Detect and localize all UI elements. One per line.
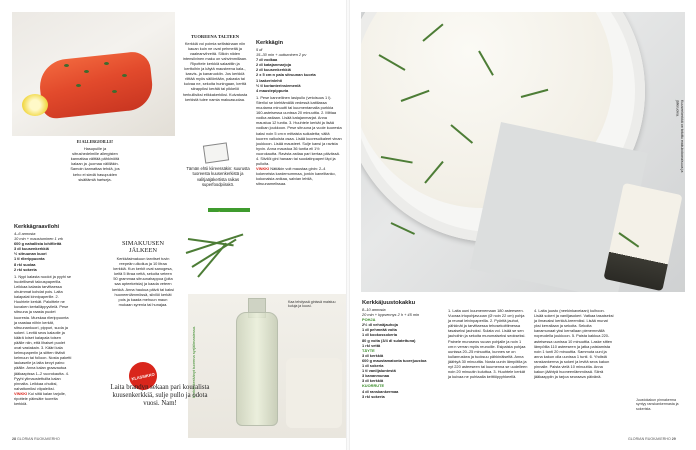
ingredient: 600 g maustamatonta tuorejuustoa <box>362 357 427 363</box>
ingredient: 7 dl vodkaa <box>256 57 278 63</box>
gravlax-tip: Kui siitä kalan tarjolle, ripottele päinsäte tuoreita kerkkiä. <box>14 390 66 407</box>
fresh-keeping-title: TUOREENA TALTEEN <box>190 34 240 39</box>
ingredient: 2 dl kuusenkerkkiä <box>256 67 291 73</box>
cheesecake-method-b: 4. Laita juusto (neekinkaveiaan) kulhoon. Lisää sokeri ja vaniljasokeri. Vatkaa tasaiseksi ja ilmavaksi kerkkä-kreemiksi. Lisää munat yksi kerrallaan ja sekoita. Sekoita kanamunaat yksi kerrallaan pienemmällä nopeudella joukkoon. 5. Paista kakkua 220-asteisessa uunissa 10 minuuttia. Laske sitten lämpötila 110 asteeseen ja jatka paistamista noin 1 tunti 20 minuuttia. Sammuta uuni ja anna kakun olla uunissa 1 tunti. 6. Yhdistä ranskankerma ja sokeri ja levitä seos kakun pinnalle. Paista vielä 10 minuuttia. Anna kakun jäähtyä huoneenlämmössä. Siirrä jääkaappiin ja tarjoa seuraava päivänä. <box>534 308 614 380</box>
gin-method: 1. Pese kanneliinen lasipullo (vetoisuus 1 l). Steriloi se kiehtämällä vedessä kattilassa muutama minuutti tai kuumentamalla purkkia 160-asteisessa uunissa 20 minuuttia. 2. Mittaa vodka astiaan. Lisää katajanmarjat. Anna maustua 12 tuntia. 3. Huuhtele kerkät ja lisää vodkan joukkoon. Pese sitruuna ja vuole kuoresta kaksi noin 5 cm:n mittaista suikaletta; vältä kuoren valkoista osaa. Lisää kuoresuikaleet vinan joukkoon. Lisää mausteet. Sulje kansi ja ravista hyvin. Anna maustua 36 tuntia eli 1½ vuorokautta. Ravista astiaa pari kertaa päivässä. 4. Siivilöi gini hanaan tai suodatinpaperi läpi ja pulloita. <box>256 94 342 167</box>
cheese-wedge-icon <box>203 142 229 163</box>
gin-title: Kerkkägin <box>256 40 284 46</box>
fresh-keeping-box <box>182 34 248 102</box>
ingredient: 3 dl kerkkiä <box>362 352 384 358</box>
ingredient: 1 tl rilerippuonta <box>14 256 45 262</box>
ingredient: 600 g nahallista lohifilettä <box>14 241 62 247</box>
ingredient: 4 maustepippuria <box>256 87 289 93</box>
lemon-slice-image <box>22 94 48 116</box>
left-folio <box>12 437 60 441</box>
ingredient: 4 dl ranskankermaa <box>362 388 399 394</box>
herb-sprinkle <box>122 74 127 77</box>
right-folio-title: GLORIAN RUOKAKERHO <box>628 437 671 441</box>
cheesecake-servings: 8–10 annosta <box>362 307 386 312</box>
ingredient: ½ tl korianterinsiemeniä <box>256 82 301 88</box>
ingredient: 1 rkl vettä <box>362 342 381 348</box>
gin-time: 15–30 min + uuttuminen 2 pv <box>256 52 307 58</box>
simakka-box <box>112 240 174 307</box>
herb-sprinkle <box>112 90 117 93</box>
ingredient: 1 dl kookossokeria <box>362 332 398 338</box>
cheese-note: Tämän ehtii kiireessäkin: suurusta tuoreesta kuusenkerkistä ja valitjaäjäkertista raikas superfoodpiirakö. <box>186 166 250 188</box>
cheesecake-photo <box>361 12 685 292</box>
filling-label: TÄYTE <box>362 347 375 353</box>
ingredient: 2 rkl sokeria <box>14 266 37 272</box>
cheese-board-image <box>286 358 342 428</box>
ingredient: 3 kananmunaa <box>362 373 390 379</box>
cheesecake-method-a: 1. Laita uuni kuumenemaan 180 asteeseen. Vuoraa irtopohjavuoan (Ø noin 22 cm) pohja ja reunat leivinpaperilla. 2. Pyöritä jauhot, pähkinät ja tarvittaessa tehosekoittimessa tasaiseksi jauhoksi. Sulata voi. Lisää se sen jauhoihin ja sekoita murumaiseksi seokseksi. Painele muruseos vuoan pohjalle ja noin 1 cm:n verran myös reunoille. Esipaista pohjaa uunissa 20–25 minuuttia, kunnes se on kullanruskea ja tuoksuu pähkinäiseltä. Anna jäähtyä 30 minuuttia. Nosta uunin lämpötila ja nyt 220 asteeseen tai kuumenna se uudelleen noin 20 minuutin kuluttua. 3. Huuhtele kerkät ja kuivaa ne puhtaalla keittiöpyyhkeellä. <box>448 308 528 380</box>
simakka-text: Kerkkäsimakuun tarvitset tuvin reepeän ulkoilua ja 10 litraa kerkkiä. Kun kerkit ovat sanogesa, keitä 5 litraa vettä, sekoita veteen 50 grammaa sitruunahappoa (joita saa apteekeista) ja kaada veteen kerkkä. Anna haukua päivä tai kaksi huoneenlämmössä, siivilöi kerkät pois ja kaada mehuun maun mukaan syrenia tai hunajaa. <box>112 256 174 307</box>
ingredient: 2½ dl vehnäjauhoja <box>362 322 398 328</box>
ingredient: 1 tl vaniljaluntestä <box>362 368 396 374</box>
simakka-title: SIMAKUUSEN JÄLKEEN <box>122 240 164 254</box>
gravlax-servings: 4–6 annosta <box>14 231 36 236</box>
cheesecake-recipe-header <box>362 300 442 399</box>
left-folio-title: GLORIAN RUOKAKERHO <box>17 437 60 441</box>
herb-sprinkle <box>104 62 109 65</box>
spruce-tip-photo <box>178 212 250 292</box>
cheesecake-title: Kerkkäjuustokakku <box>362 300 416 306</box>
classic-badge: KLASSIKKO <box>126 359 159 392</box>
allergy-title: EI ALLERGIOILLE! <box>76 140 114 144</box>
right-page-number: 29 <box>671 437 676 441</box>
salmon-fillet-image <box>37 50 154 119</box>
ingredient: 80 g voita (3/4 dl sulatettuna) <box>362 337 416 343</box>
bottle-note: Kaa tehdyssä ginissä maistuu kuluja ja kuusi. <box>288 300 336 309</box>
tip-label: VINKKI <box>256 166 270 172</box>
ingredient: ½ sitruunan kuori <box>14 251 47 257</box>
left-page-number: 28 <box>12 437 16 441</box>
herb-sprinkle <box>84 70 89 73</box>
right-folio <box>628 437 676 441</box>
ingredient: 1 dl pehmeää voita <box>362 327 397 333</box>
gin-bottle-photo <box>188 294 346 438</box>
brandy-quote: Laita brandyn sekaan pari kouralista kuusenkerkkiä, sulje pullo ja odota vuosi. Nam! <box>110 384 210 407</box>
gravlax-title: Kerkkägraavilohi <box>14 224 60 230</box>
ingredient: 3 dl kuusenkerkkiä <box>14 246 49 252</box>
ingredient: 2 dl katajanmarjoja <box>256 62 292 68</box>
bottle-vertical-caption: Kerkät keräänyt tuorena syrjäilmastessa. <box>191 325 196 398</box>
gravlax-method: 1. Nypi kalasta ruodot ja pyyhi se huolellisesti talouspaperilla. Leikkaa kalasta tarvittaessa ohuimmat kohdat pois. Laita kalapalat kinnipaperille. 2. Huuhtele kerkät. Paloittele ne kuvaken kertalläppyvileiä. Pese sitruuna ja raasta puolet kuoresta. Murskaa rilerippuonta ja raastaa niihin kerkät, sitruunankuori, pippuri, suola ja sokeri. Levitä seos kalaotle ja käärä loiset kalapala toisen päälle niin, että lihaiset puolet ovat vastakain. 3. Kääri kala kelmupaperiin ja siitten tiiviisti kelmuun tai folioon. Nosta paketti laukaseile ja laita kevyt paino päälle. Anna kalan graavautua jääkaapissa 1–2 vuorokautta. 4. Pyyhi ylimaustettuilta kalan pinnalta. Leikkaa ohuiksi, nahattomiksi viipaleiksi. <box>14 273 72 391</box>
topping-label: KUORRUTE <box>362 383 385 389</box>
gin-servings: 5 dl <box>256 47 263 52</box>
tip-label: VINKKI <box>14 390 28 396</box>
cake-vertical-caption: Kuusenkerkkä on totuttu makukokonaisuus ja jälkiruokia. <box>675 100 684 173</box>
cheesecake-time: 20 min + kypsennys 2 h + 45 min <box>362 312 420 318</box>
gin-recipe <box>256 40 342 187</box>
salmon-photo <box>12 12 175 136</box>
allergy-text: Hasupuille ja sitrushedelmille allergisten kannattaa välttää pähkinöitä kalaan ja -juomaa välilläkin. Samoin kannattaa tehdä, jos keho ei siedä hasupuiden sisältämiä hartseja. <box>70 146 120 182</box>
fresh-keeping-text: Kerkkiä voi poimia selfaisinaan niin kauan kuin ne ovat pehmeitä ja vaaleanvihreitä. Silloin niiden intensiivinen maku on vahvimmillaan. Ripottele kerkkiä salaattiin ja kerttoihin ja käytä mausteena kala-, kasvis- ja kanaruokiin. Jos kerkkiä riittää myös säilöntään, pakasta tai kuivaa ne, sekoita huningaan, kerttä siirappiksi kerätä tai pikkelöi herkullisiksi etikkakerkiksi. Kuivatusta kerkistä tulee namia makuasuolaa. <box>182 40 248 102</box>
ingredient: 3 rkl sokeria <box>362 393 385 399</box>
spruce-tip-decoration <box>391 222 415 235</box>
gin-tip: Nätiäkin voit maustaa ginin: 2–4 kokeneista kardemummaa, jonkin kanelitanko, kokonaisia anikaa, salvian lehtiä, sitruunamelissaa. <box>256 166 336 187</box>
gravlax-recipe <box>14 224 72 406</box>
herb-sprinkle <box>64 64 69 67</box>
ingredient: 8 rkl suolaa <box>14 261 36 267</box>
base-label: POHJA <box>362 317 376 323</box>
ingredient: 3 dl kerkkiä <box>362 378 384 384</box>
ingredient: 1 laakerinlehti <box>256 77 282 83</box>
gin-bottle-image <box>236 312 278 426</box>
page-gutter <box>346 0 350 450</box>
herb-sprinkle <box>76 84 81 87</box>
gravlax-time: 10 min + maustuminen 1 vrk <box>14 236 63 242</box>
allergy-box <box>70 140 120 182</box>
slice-caption: Juustokakun pinnakerma syntyy ranskankermasta ja sokerista. <box>636 398 679 411</box>
ingredient: 2 x 5 cm:n pala sitruunan kuorta <box>256 72 316 78</box>
ingredient: 1 dl sokeria <box>362 363 384 369</box>
